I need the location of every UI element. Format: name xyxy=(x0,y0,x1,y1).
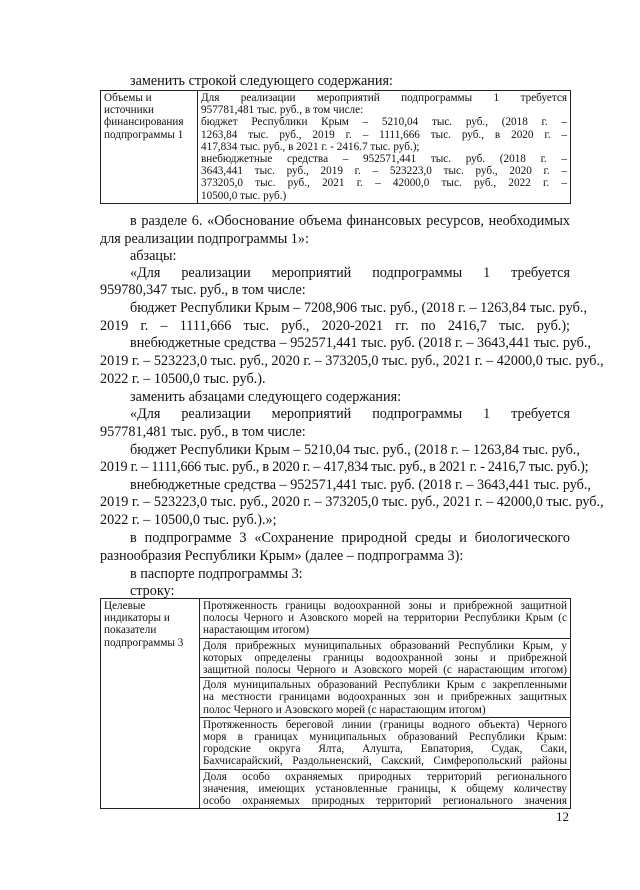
content-line: 373205,0 тыс. руб., 2021 г. – 42000,0 тыс. руб., 2022 г. – xyxy=(201,177,567,190)
indicator-line: Бахчисарайский, Раздольненский, Сакский, Симферопольский районы xyxy=(203,755,567,768)
indicator-line: Протяженность границы водоохранной зоны и прибрежной защитной xyxy=(203,600,567,612)
indicator-line: Доля прибрежных муниципальных образований Республики Крым, у xyxy=(203,639,567,652)
body-line: 2019 г. – 1111,666 тыс. руб., 2020-2021 гг. по 2416,7 тыс. руб.); xyxy=(100,318,570,334)
body-line: 2019 г. – 523223,0 тыс. руб., 2020 г. – 373205,0 тыс. руб., 2021 г. – 42000,0 тыс. руб., xyxy=(100,353,604,369)
body-line: абзацы: xyxy=(130,248,177,264)
indicator-line: полосы Черного и Азовского морей на территории Республики Крым (с xyxy=(203,612,567,625)
indicator-row xyxy=(200,678,571,718)
label-line: Объемы и xyxy=(104,92,152,104)
indicator-line: значения, имеющих установленные границы, к общему количеству xyxy=(203,782,567,795)
label-line: подпрограммы 3 xyxy=(104,636,184,649)
indicator-line: нарастающим итогом) xyxy=(203,624,310,637)
content-line: Для реализации мероприятий подпрограммы 1 требуется xyxy=(201,92,567,104)
body-line: 2022 г. – 10500,0 тыс. руб.). xyxy=(100,371,266,387)
indicator-line: городские округа Ялта, Алушта, Евпатория, Судак, Саки, xyxy=(203,743,567,756)
indicator-line: особо охраняемых природных территорий регионального значения xyxy=(203,795,567,808)
intro-line: заменить строкой следующего содержания: xyxy=(130,73,393,89)
body-line: в разделе 6. «Обоснование объема финансовых ресурсов, необходимых xyxy=(130,213,570,229)
indicator-line: моря в границах муниципальных образований Республики Крым: xyxy=(203,731,567,744)
label-line: показатели xyxy=(104,624,157,637)
body-line: 959780,347 тыс. руб., в том числе: xyxy=(100,282,306,298)
indicator-line: Доля муниципальных образований Республики Крым с закрепленными xyxy=(203,679,567,692)
indicator-line: полос Черного и Азовского морей (с нарастающим итогом) xyxy=(203,703,486,716)
financing-label-cell xyxy=(101,91,198,204)
body-line: заменить абзацами следующего содержания: xyxy=(130,389,402,405)
indicator-row xyxy=(200,769,571,809)
indicators-label-cell xyxy=(101,599,200,809)
body-line: 2019 г. – 1111,666 тыс. руб., в 2020 г. – 417,834 тыс. руб., в 2021 г. - 2416,7 тыс. руб.); xyxy=(100,459,589,475)
content-line: внебюджетные средства – 952571,441 тыс. руб. (2018 г. – xyxy=(201,153,567,166)
indicator-line: защитной полосы Черного и Азовского морей (с нарастающим итогом) xyxy=(203,664,567,677)
body-line: в паспорте подпрограммы 3: xyxy=(130,566,303,582)
label-line: подпрограммы 1 xyxy=(104,128,184,141)
financing-table xyxy=(100,90,571,204)
body-line: бюджет Республики Крым – 7208,906 тыс. руб., (2018 г. – 1263,84 тыс. руб., xyxy=(130,300,587,316)
body-line: 957781,481 тыс. руб., в том числе: xyxy=(100,424,306,440)
content-line: 417,834 тыс. руб., в 2021 г. - 2416.7 тыс. руб.); xyxy=(201,140,420,153)
indicator-row xyxy=(200,638,571,678)
indicator-line: Доля особо охраняемых природных территорий регионального xyxy=(203,770,567,783)
body-line: внебюджетные средства – 952571,441 тыс. руб. (2018 г. – 3643,441 тыс. руб., xyxy=(130,335,591,351)
body-line: «Для реализации мероприятий подпрограммы 1 требуется xyxy=(130,406,570,422)
indicator-line: на местности границами водоохранных зон и прибрежных защитных xyxy=(203,691,567,704)
label-line: источники xyxy=(104,104,155,117)
content-line: 10500,0 тыс. руб.) xyxy=(201,189,287,202)
page-number: 12 xyxy=(556,809,569,824)
body-line: в подпрограмме 3 «Сохранение природной среды и биологического xyxy=(130,530,570,546)
body-line: внебюджетные средства – 952571,441 тыс. руб. (2018 г. – 3643,441 тыс. руб., xyxy=(130,477,591,493)
label-line: индикаторы и xyxy=(104,612,170,625)
indicators-table xyxy=(100,598,571,809)
body-line: строку: xyxy=(130,583,175,599)
content-line: бюджет Республики Крым – 5210,04 тыс. руб., (2018 г. – xyxy=(201,116,567,129)
body-line: 2022 г. – 10500,0 тыс. руб.).»; xyxy=(100,512,277,528)
label-line: финансирования xyxy=(104,116,184,129)
body-line: 2019 г. – 523223,0 тыс. руб., 2020 г. – 373205,0 тыс. руб., 2021 г. – 42000,0 тыс. руб., xyxy=(100,494,604,510)
body-line: для реализации подпрограммы 1»: xyxy=(100,231,309,247)
financing-content-cell xyxy=(198,91,571,204)
indicator-line: которых определены границы водоохранной зоны и прибрежной xyxy=(203,651,567,664)
content-line: 3643,441 тыс. руб., 2019 г. – 523223,0 тыс. руб., 2020 г. – xyxy=(201,165,567,178)
indicator-row xyxy=(200,717,571,769)
body-line: «Для реализации мероприятий подпрограммы 1 требуется xyxy=(130,265,570,281)
indicator-row xyxy=(200,599,571,639)
body-line: разнообразия Республики Крым» (далее – подпрограмма 3): xyxy=(100,548,464,564)
body-line: бюджет Республики Крым – 5210,04 тыс. руб., (2018 г. – 1263,84 тыс. руб., xyxy=(130,442,580,458)
indicator-line: Протяженность береговой линии (границы водного объекта) Черного xyxy=(203,718,567,731)
content-line: 1263,84 тыс. руб., 2019 г. – 1111,666 тыс. руб., в 2020 г. – xyxy=(201,128,567,141)
content-line: 957781,481 тыс. руб., в том числе: xyxy=(201,104,364,117)
label-line: Целевые xyxy=(104,600,146,612)
